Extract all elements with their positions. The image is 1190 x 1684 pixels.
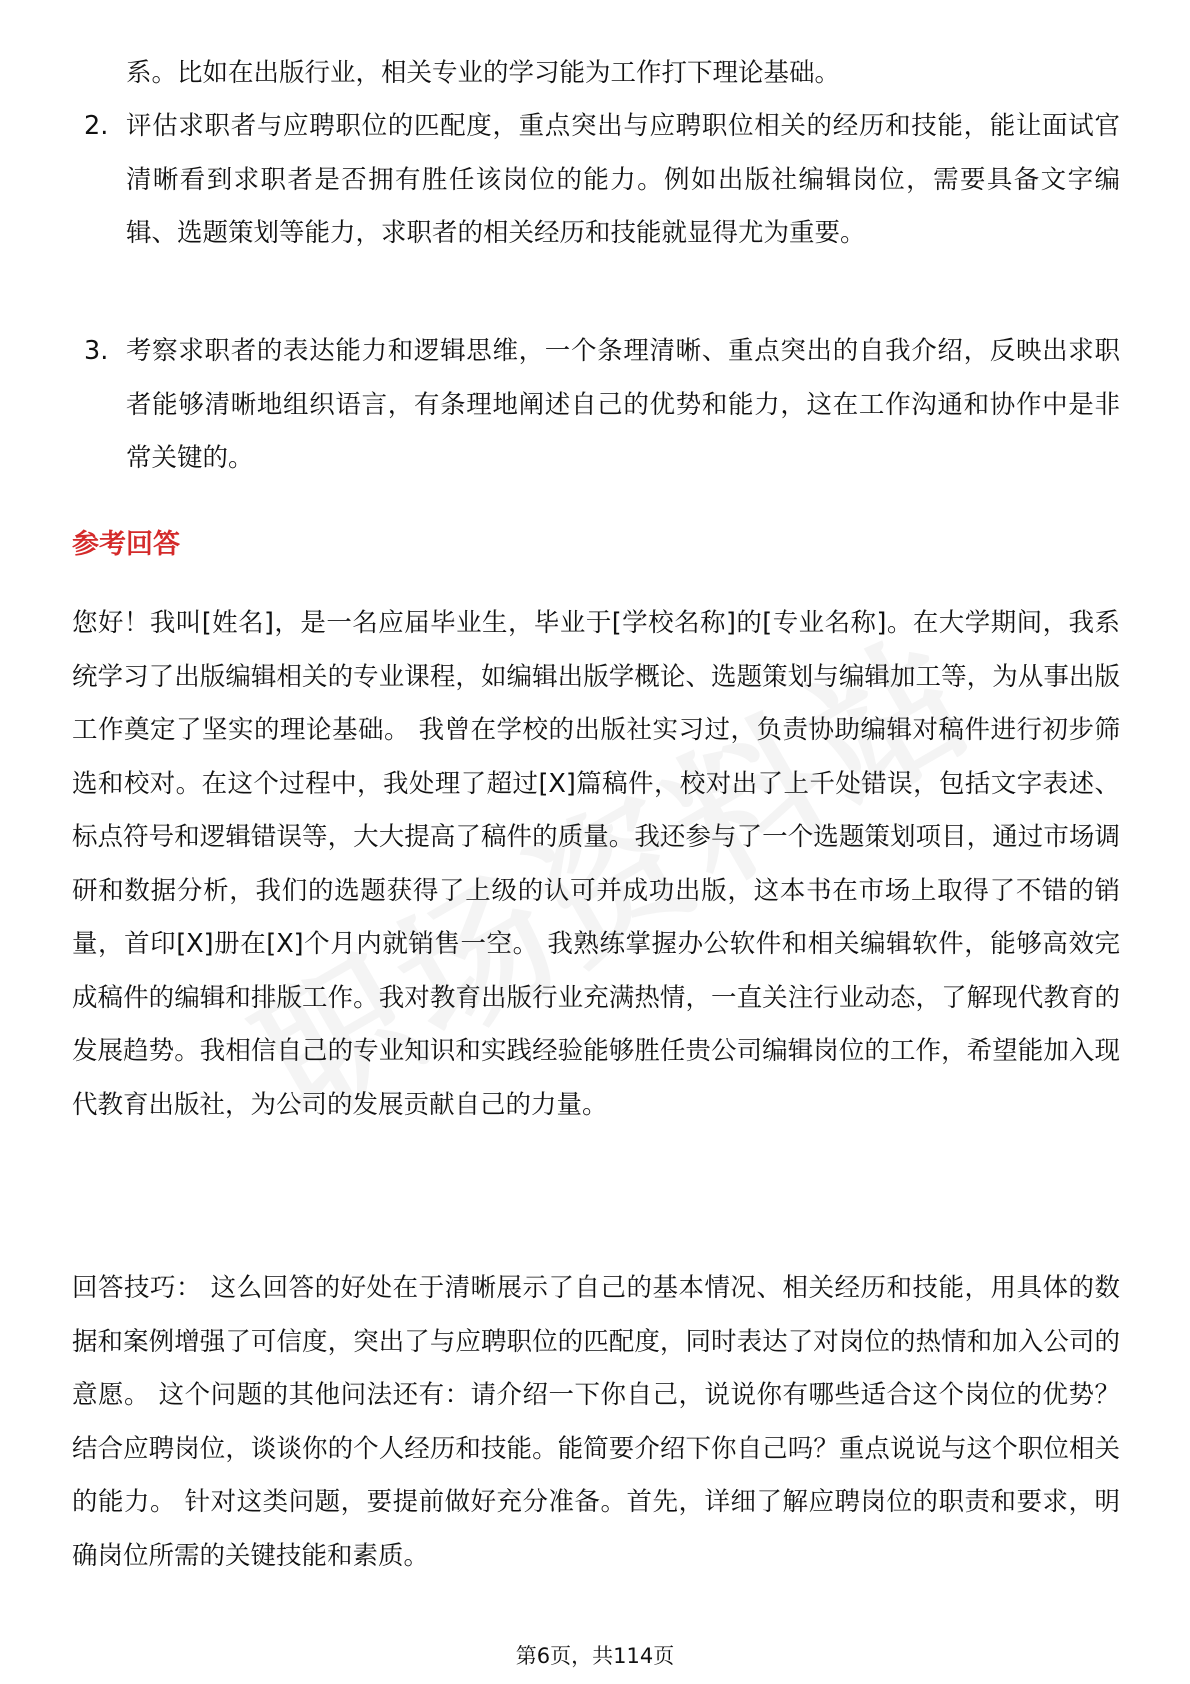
tips-paragraph: 回答技巧： 这么回答的好处在于清晰展示了自己的基本情况、相关经历和技能，用具体的数据和案例增强了可信度，突出了与应聘职位的匹配度，同时表达了对岗位的热情和加入公司的意愿。 这个问题的其他问法还有：请介绍一下你自己，说说你有哪些适合这个岗位的优势？结合应聘岗位，谈谈你的个人经历和技能。能简要介绍下你自己吗？重点说说与这个职位相关的能力。 针对这类问题，要提前做好充分准备。首先，详细了解应聘岗位的职责和要求，明确岗位所需的关键技能和素质。 [72, 1273, 1120, 1571]
page-footer: 第6页，共114页 [515, 1644, 675, 1668]
list-item [78, 325, 1120, 486]
answer-paragraph: 您好！我叫[姓名]，是一名应届毕业生，毕业于[学校名称]的[专业名称]。在大学期间，我系统学习了出版编辑相关的专业课程，如编辑出版学概论、选题策划与编辑加工等，为从事出版工作奠定了坚实的理论基础。 我曾在学校的出版社实习过，负责协助编辑对稿件进行初步筛选和校对。在这个过程中，我处理了超过[X]篇稿件，校对出了上千处错误，包括文字表述、标点符号和逻辑错误等，大大提高了稿件的质量。我还参与了一个选题策划项目，通过市场调研和数据分析，我们的选题获得了上级的认可并成功出版，这本书在市场上取得了不错的销量，首印[X]册在[X]个月内就销售一空。 我熟练掌握办公软件和相关编辑软件，能够高效完成稿件的编辑和排版工作。我对教育出版行业充满热情，一直关注行业动态，了解现代教育的发展趋势。我相信自己的专业知识和实践经验能够胜任贵公司编辑岗位的工作，希望能加入现代教育出版社，为公司的发展贡献自己的力量。 [72, 608, 1120, 1120]
numbered-list [78, 325, 1120, 486]
list-item-text: 考察求职者的表达能力和逻辑思维，一个条理清晰、重点突出的自我介绍，反映出求职者能够清晰地组织语言，有条理地阐述自己的优势和能力，这在工作沟通和协作中是非常关键的。 [126, 336, 1120, 473]
list-number: 2. [84, 111, 109, 141]
section-heading: 参考回答 [72, 529, 180, 560]
list-number: 3. [84, 336, 109, 366]
numbered-list [78, 100, 1120, 261]
list-item-text: 评估求职者与应聘职位的匹配度，重点突出与应聘职位相关的经历和技能，能让面试官清晰看到求职者是否拥有胜任该岗位的能力。例如出版社编辑岗位，需要具备文字编辑、选题策划等能力，求职者的相关经历和技能就显得尤为重要。 [126, 111, 1120, 248]
continuation-paragraph: 系。比如在出版行业，相关专业的学习能为工作打下理论基础。 [126, 58, 841, 88]
list-item [78, 100, 1120, 261]
